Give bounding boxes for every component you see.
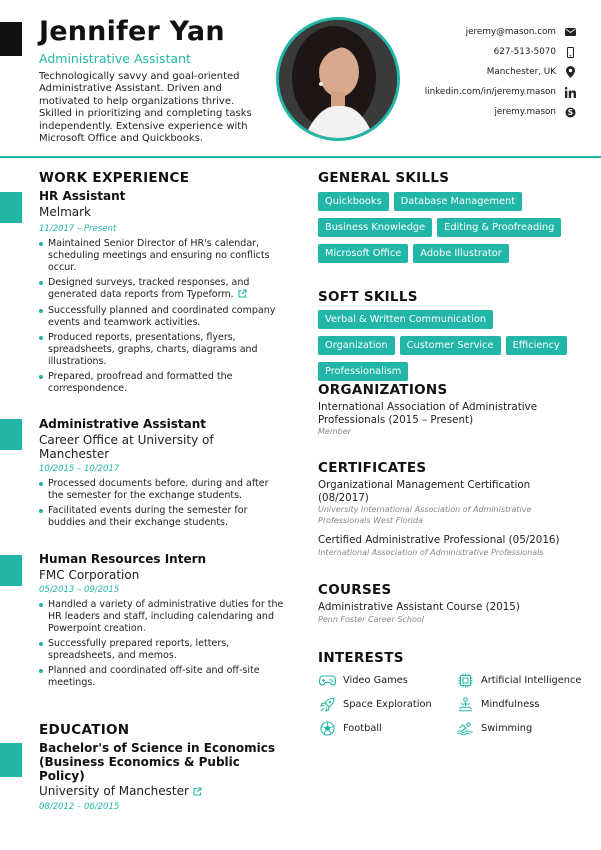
header-divider	[0, 156, 601, 158]
certificate-name: Organizational Management Certification (08/2017)	[318, 479, 531, 504]
job-date: 11/2017 – Present	[39, 224, 117, 234]
job-bullet: Successfully planned and coordinated company events and teamwork activities.	[39, 305, 284, 329]
meditation-icon	[456, 696, 474, 712]
education-section-title: EDUCATION	[39, 722, 130, 738]
certificate-issuer: International Association of Administrative Professionals	[318, 547, 544, 557]
job-bullet: Handled a variety of administrative duties for the HR leaders and staff, including calendaring and Powerpoint creation.	[39, 599, 284, 635]
interest-item	[318, 668, 456, 692]
interests-grid	[318, 668, 588, 740]
profile-photo	[276, 17, 400, 141]
skill-tag: Customer Service	[400, 336, 501, 355]
skype-icon	[564, 106, 576, 118]
education-date: 08/2012 – 06/2015	[39, 802, 120, 812]
soft-skills-tags	[318, 310, 578, 388]
education-entry	[39, 741, 284, 812]
contact-location-text: Manchester, UK	[486, 67, 556, 77]
certificate-entry	[318, 479, 558, 526]
skill-tag: Adobe Illustrator	[413, 244, 508, 263]
external-link-icon[interactable]	[193, 785, 202, 799]
interest-label: Artificial Intelligence	[481, 674, 582, 686]
course-school: Penn Foster Career School	[318, 614, 424, 624]
svg-text:S: S	[567, 107, 573, 117]
work-section-title: WORK EXPERIENCE	[39, 170, 190, 186]
linkedin-icon	[564, 86, 576, 98]
contact-skype-text[interactable]: jeremy.mason	[494, 107, 556, 117]
skill-tag: Quickbooks	[318, 192, 389, 211]
swimmer-icon	[456, 720, 474, 736]
education-marker	[0, 743, 22, 777]
job-bullet: Produced reports, presentations, flyers, spreadsheets, graphs, charts, diagrams and illustrations.	[39, 332, 284, 368]
job-bullets	[39, 238, 284, 395]
interest-label: Mindfulness	[481, 698, 540, 710]
job-marker	[0, 555, 22, 586]
job-entry	[39, 552, 284, 692]
education-school: University of Manchester	[39, 784, 189, 798]
header-accent-block	[0, 22, 22, 56]
certificate-entry	[318, 534, 568, 558]
job-entry	[39, 189, 284, 398]
job-company: Melmark	[39, 205, 91, 219]
football-icon	[318, 720, 336, 736]
course-name: Administrative Assistant Course (2015)	[318, 601, 520, 613]
candidate-role: Administrative Assistant	[39, 51, 191, 66]
soft-skills-title: SOFT SKILLS	[318, 289, 418, 305]
interest-label: Swimming	[481, 722, 533, 734]
job-bullet: Facilitated events during the semester for buddies and their exchange students.	[39, 505, 284, 529]
general-skills-title: GENERAL SKILLS	[318, 170, 450, 186]
skill-tag: Database Management	[394, 192, 522, 211]
interest-item	[456, 668, 586, 692]
interests-title: INTERESTS	[318, 650, 404, 666]
external-link-icon[interactable]	[238, 289, 247, 302]
job-title: HR Assistant	[39, 189, 126, 203]
organizations-title: ORGANIZATIONS	[318, 382, 448, 398]
job-entry	[39, 417, 284, 532]
job-title: Administrative Assistant	[39, 417, 206, 431]
course-entry	[318, 601, 558, 625]
job-bullet	[39, 277, 284, 302]
interest-item	[318, 692, 456, 716]
job-bullet-text: Designed surveys, tracked responses, and generated data reports from Typeform.	[48, 277, 250, 300]
education-school-row	[39, 784, 284, 799]
rocket-icon	[318, 696, 336, 712]
job-company: FMC Corporation	[39, 568, 140, 582]
certificate-name: Certified Administrative Professional (05/2016)	[318, 534, 560, 546]
skill-tag: Editing & Proofreading	[437, 218, 561, 237]
courses-title: COURSES	[318, 582, 392, 598]
interest-label: Football	[343, 722, 382, 734]
phone-icon	[564, 46, 576, 58]
interest-label: Space Exploration	[343, 698, 432, 710]
job-bullet: Planned and coordinated off-site and off-site meetings.	[39, 665, 284, 689]
contact-location	[396, 62, 576, 82]
skill-tag: Organization	[318, 336, 395, 355]
contact-list	[396, 22, 576, 122]
summary-text: Technologically savvy and goal-oriented Administrative Assistant. Driven and motivated to help organizations thrive. Skilled in prioritizing and completing tasks independently. Extensive experience with Microsoft Office and Quickbooks.	[39, 71, 252, 145]
certificate-issuer: University International Association of Administrative Professionals West Florida	[318, 505, 532, 525]
contact-linkedin[interactable]	[396, 82, 576, 102]
interest-item	[456, 692, 586, 716]
organization-entry	[318, 401, 558, 438]
contact-skype[interactable]	[396, 102, 576, 122]
email-icon	[564, 26, 576, 38]
skill-tag: Efficiency	[506, 336, 567, 355]
skill-tag: Professionalism	[318, 362, 408, 381]
location-icon	[564, 66, 576, 78]
contact-linkedin-text[interactable]: linkedin.com/in/jeremy.mason	[424, 87, 556, 97]
job-date: 10/2015 – 10/2017	[39, 464, 120, 474]
certificates-title: CERTIFICATES	[318, 460, 427, 476]
job-bullet: Processed documents before, during and after the semester for the exchange students.	[39, 478, 284, 502]
job-bullet: Prepared, proofread and formatted the correspondence.	[39, 371, 284, 395]
general-skills-tags	[318, 192, 578, 270]
job-company: Career Office at University of Manchester	[39, 433, 214, 461]
contact-email-text[interactable]: jeremy@mason.com	[465, 27, 556, 37]
skill-tag: Business Knowledge	[318, 218, 432, 237]
gamepad-icon	[318, 672, 336, 688]
contact-email[interactable]	[396, 22, 576, 42]
interest-item	[456, 716, 586, 740]
contact-phone-text[interactable]: 627-513-5070	[493, 47, 556, 57]
job-marker	[0, 419, 22, 450]
contact-phone[interactable]	[396, 42, 576, 62]
job-marker	[0, 192, 22, 223]
job-bullet: Successfully prepared reports, letters, spreadsheets, and memos.	[39, 638, 284, 662]
candidate-name: Jennifer Yan	[39, 16, 225, 47]
job-bullets	[39, 599, 284, 689]
job-bullets	[39, 478, 284, 529]
education-degree: Bachelor's of Science in Economics (Business Economics & Public Policy)	[39, 741, 275, 783]
interest-label: Video Games	[343, 674, 408, 686]
interest-item	[318, 716, 456, 740]
skill-tag: Microsoft Office	[318, 244, 408, 263]
job-bullet: Maintained Senior Director of HR's calendar, scheduling meetings and ensuring no conflicts occur.	[39, 238, 284, 274]
organization-name: International Association of Administrative Professionals (2015 – Present)	[318, 401, 538, 426]
skill-tag: Verbal & Written Communication	[318, 310, 493, 329]
job-title: Human Resources Intern	[39, 552, 207, 566]
organization-role: Member	[318, 427, 351, 436]
chip-icon	[456, 672, 474, 688]
job-date: 05/2013 – 09/2015	[39, 585, 120, 595]
